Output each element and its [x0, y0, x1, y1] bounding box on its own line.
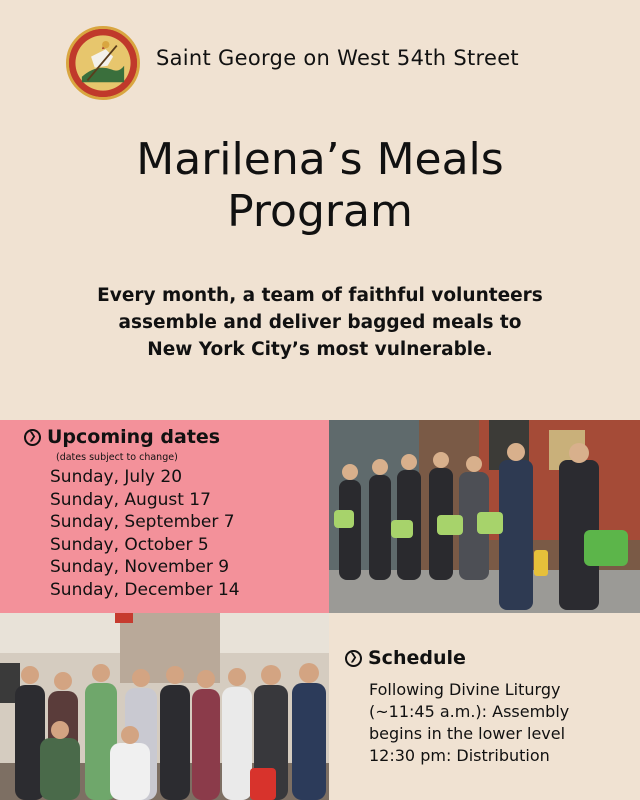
date-item: Sunday, October 5 [50, 534, 209, 555]
upcoming-dates-title: Upcoming dates [47, 426, 221, 448]
tagline-line-2: assemble and deliver bagged meals to [118, 312, 522, 333]
date-item: Sunday, August 17 [50, 489, 211, 510]
title-line-1: Marilena’s Meals [136, 134, 504, 185]
volunteers-street-photo [329, 420, 640, 613]
schedule-line: Following Divine Liturgy [369, 680, 561, 699]
date-item: Sunday, November 9 [50, 557, 230, 577]
saint-george-icon [69, 29, 137, 97]
schedule-heading [345, 647, 640, 669]
dates-note: (dates subject to change) [56, 452, 178, 463]
page-title [0, 134, 640, 238]
upcoming-dates-heading [24, 426, 329, 448]
date-item: Sunday, December 14 [50, 579, 240, 600]
church-logo [66, 26, 140, 100]
volunteers-group-photo [0, 613, 329, 800]
chevron-right-circle-icon: ❯ [345, 650, 362, 667]
date-item: Sunday, July 20 [50, 467, 183, 487]
schedule-panel [329, 613, 640, 800]
upcoming-dates-panel [0, 420, 329, 613]
schedule-line: 12:30 pm: Distribution [369, 746, 550, 765]
date-list [50, 466, 329, 601]
church-name: Saint George on West 54th Street [156, 46, 519, 70]
date-item: Sunday, September 7 [50, 512, 235, 532]
title-line-2: Program [227, 186, 413, 237]
tagline-line-1: Every month, a team of faithful volunteers [97, 285, 543, 306]
schedule-details [369, 679, 640, 767]
chevron-right-circle-icon: ❯ [24, 429, 41, 446]
schedule-line: (~11:45 a.m.): Assembly [369, 702, 570, 721]
tagline-line-3: New York City’s most vulnerable. [147, 339, 493, 360]
tagline [40, 282, 600, 363]
schedule-title: Schedule [368, 647, 466, 669]
schedule-line: begins in the lower level [369, 724, 566, 743]
